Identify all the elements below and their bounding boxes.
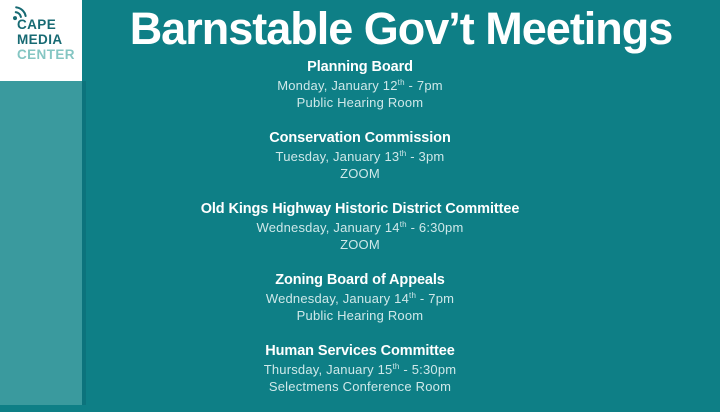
date-text: Thursday, January 15 [263, 362, 393, 377]
meeting-date [0, 77, 720, 94]
meeting-name: Zoning Board of Appeals [275, 272, 445, 288]
meeting-name: Planning Board [307, 59, 413, 75]
meeting-date [0, 290, 720, 307]
page-title: Barnstable Gov’t Meetings [129, 2, 673, 54]
meeting-old-kings-highway [0, 199, 720, 253]
date-time: - 6:30pm [406, 220, 464, 235]
date-text: Wednesday, January 14 [256, 220, 400, 235]
meeting-location: ZOOM [340, 237, 380, 252]
logo-wordmark [17, 17, 75, 62]
meeting-conservation-commission [0, 128, 720, 182]
date-time: - 7pm [404, 78, 443, 93]
meeting-date [0, 361, 720, 378]
meeting-planning-board [0, 57, 720, 111]
date-time: - 7pm [416, 291, 455, 306]
meeting-name: Old Kings Highway Historic District Committee [200, 201, 520, 217]
date-text: Wednesday, January 14 [265, 291, 410, 306]
date-text: Monday, January 12 [277, 78, 398, 93]
logo-line-center: CENTER [17, 47, 75, 62]
meeting-name: Conservation Commission [269, 130, 451, 146]
meeting-location: ZOOM [340, 166, 380, 181]
logo-line-media: MEDIA [17, 32, 63, 47]
meeting-date [0, 219, 720, 236]
meeting-location: Public Hearing Room [296, 308, 424, 323]
date-time: - 5:30pm [399, 362, 457, 377]
date-ordinal: th [409, 291, 417, 300]
date-ordinal: th [392, 362, 400, 371]
logo-line-cape: CAPE [17, 17, 57, 32]
meetings-list [0, 57, 720, 412]
meeting-date [0, 148, 720, 165]
date-ordinal: th [399, 220, 407, 229]
date-ordinal: th [397, 78, 405, 87]
date-text: Tuesday, January 13 [275, 149, 400, 164]
header [82, 0, 720, 57]
meeting-zoning-board [0, 270, 720, 324]
meeting-location: Public Hearing Room [296, 95, 424, 110]
meeting-name: Human Services Committee [265, 343, 455, 359]
date-time: - 3pm [406, 149, 445, 164]
date-ordinal: th [399, 149, 407, 158]
meeting-human-services [0, 341, 720, 395]
meeting-location: Selectmens Conference Room [268, 379, 452, 394]
